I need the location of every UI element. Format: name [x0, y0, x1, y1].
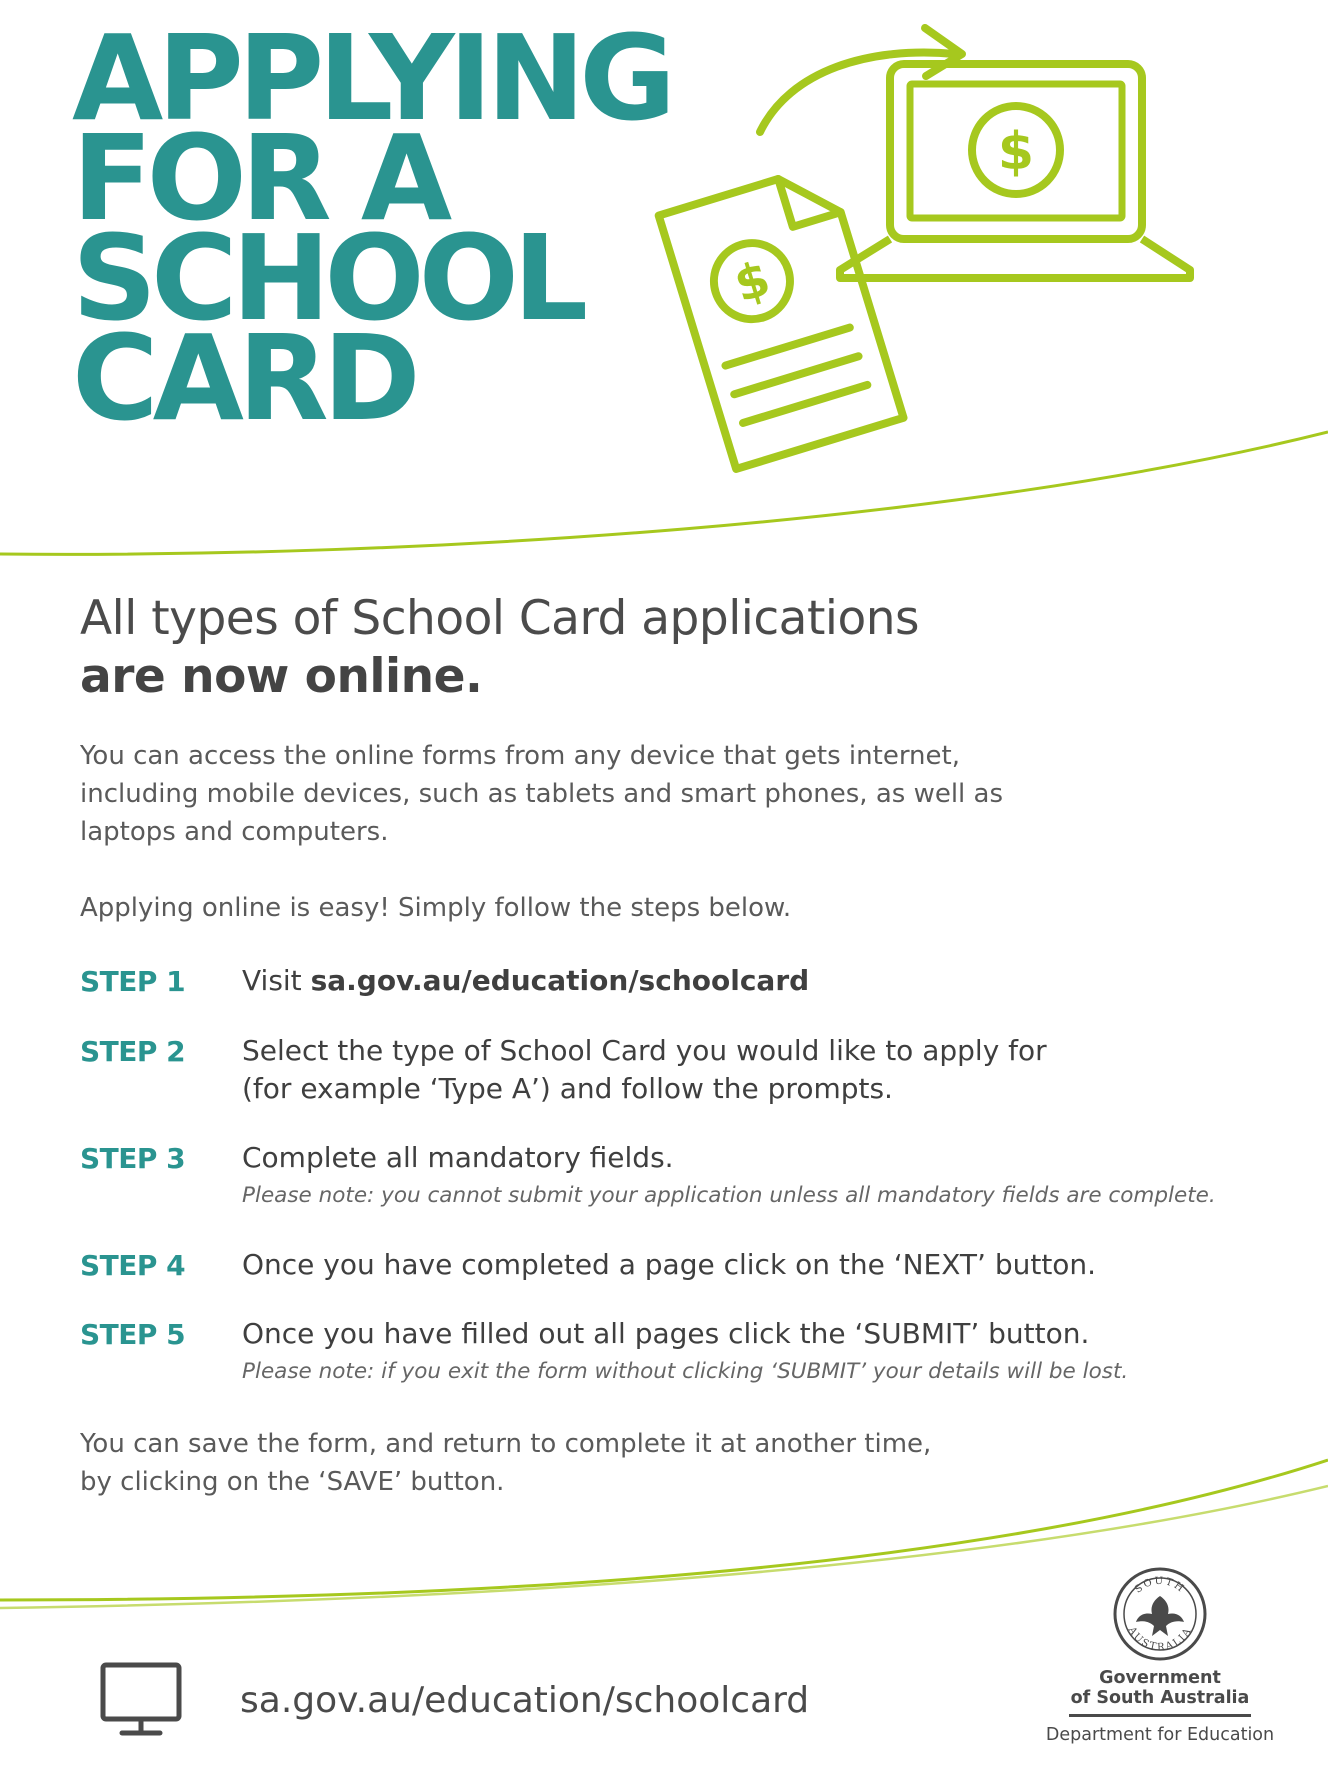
step-label: STEP 1 — [80, 965, 186, 998]
step-body — [242, 1032, 1252, 1108]
crest-word-south: SOUTH — [1132, 1575, 1187, 1596]
svg-text:$: $ — [728, 250, 777, 314]
intro-line-1: You can access the online forms from any device that gets internet, — [80, 741, 960, 771]
step-label: STEP 5 — [80, 1318, 186, 1351]
title-line-4: CARD — [72, 309, 415, 447]
state-crest-icon — [1112, 1566, 1208, 1662]
save-note-line-1: You can save the form, and return to complete it at another time, — [80, 1429, 932, 1459]
svg-text:SOUTH — [1133, 1576, 1187, 1596]
title-line-2: FOR A — [72, 109, 447, 247]
laptop-dollar-icon — [840, 64, 1190, 278]
step-body — [242, 1246, 1252, 1284]
step-url-link[interactable]: sa.gov.au/education/schoolcard — [310, 964, 810, 997]
step-label: STEP 2 — [80, 1035, 186, 1068]
step-body — [242, 1139, 1252, 1213]
top-divider-curve — [0, 420, 1328, 560]
step-text — [242, 962, 1252, 1000]
step-note: Please note: if you exit the form without clicking ‘SUBMIT’ your details will be lost. — [242, 1359, 1129, 1384]
step-note: Please note: you cannot submit your application unless all mandatory fields are complete. — [242, 1183, 1216, 1208]
monitor-icon — [100, 1662, 182, 1738]
government-logo — [1030, 1566, 1290, 1766]
step-text: Complete all mandatory fields. — [242, 1141, 674, 1174]
headline-line-1: All types of School Card applications — [80, 591, 919, 646]
title-line-1: APPLYING — [72, 9, 671, 147]
intro-line-3: laptops and computers. — [80, 817, 389, 847]
gov-line-1: Government — [1099, 1668, 1221, 1688]
step-text-line-2: (for example ‘Type A’) and follow the prompts. — [242, 1072, 893, 1105]
page-title — [72, 9, 671, 447]
gov-divider — [1069, 1714, 1251, 1717]
step-text-line-1: Select the type of School Card you would like to apply for — [242, 1034, 1047, 1067]
hero-illustration — [650, 20, 1290, 480]
intro-paragraph — [80, 737, 1040, 851]
curved-arrow-icon — [760, 28, 962, 132]
department-name: Department for Education — [1045, 1725, 1275, 1745]
crest-word-australia: AUSTRALIA — [1125, 1625, 1195, 1654]
footer-url-link[interactable]: sa.gov.au/education/schoolcard — [240, 1680, 810, 1721]
step-body — [242, 962, 1252, 1000]
intro-line-2: including mobile devices, such as tablets and smart phones, as well as — [80, 779, 1004, 809]
headline — [80, 590, 919, 706]
easy-text: Applying online is easy! Simply follow the steps below. — [80, 893, 792, 923]
svg-text:$: $ — [997, 122, 1035, 182]
step-text: Once you have completed a page click on the ‘NEXT’ button. — [242, 1248, 1097, 1281]
step-body — [242, 1315, 1252, 1389]
gov-line-2: of South Australia — [1070, 1688, 1250, 1708]
step-text: Once you have filled out all pages click the ‘SUBMIT’ button. — [242, 1317, 1090, 1350]
step-label: STEP 3 — [80, 1142, 186, 1175]
title-line-3: SCHOOL — [72, 209, 583, 347]
step-text-prefix: Visit — [242, 964, 311, 997]
step-label: STEP 4 — [80, 1249, 186, 1282]
save-note-line-2: by clicking on the ‘SAVE’ button. — [80, 1467, 505, 1497]
headline-line-2: are now online. — [80, 649, 483, 704]
